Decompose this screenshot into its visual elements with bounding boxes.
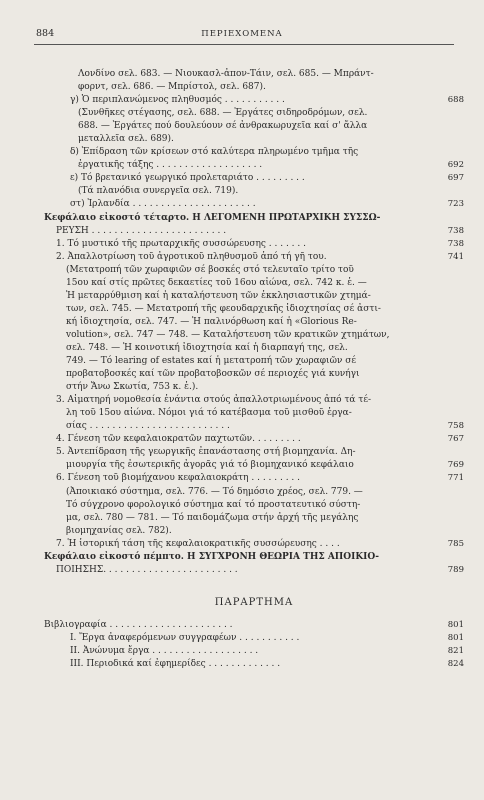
toc-page-number: 801 xyxy=(447,619,464,630)
toc-entry-text: ἐργατικῆς τάξης . . . . . . . . . . . . . . . . . . . xyxy=(78,160,263,171)
toc-entry-text: δ) Ἐπίδραση τῶν κρίσεων στό καλύτερα πληρωμένο τμῆμα τῆς xyxy=(70,147,359,158)
toc-line xyxy=(44,472,464,485)
toc-page-number: 692 xyxy=(447,160,464,171)
toc-line xyxy=(44,146,464,159)
toc-line xyxy=(44,420,464,433)
appendix-title: ΠΑΡΑΡΤΗΜΑ xyxy=(214,596,294,608)
toc-line xyxy=(44,407,464,420)
toc-line xyxy=(44,94,464,107)
toc-entry-text: 2. Ἀπαλλοτρίωση τοῦ ἀγροτικοῦ πληθυσμοῦ ἀπό τή γῆ του. xyxy=(56,251,327,262)
toc-entry-text: 688. — Ἐργάτες πού δουλεύουν σέ ἀνθρακωρυχεῖα καί σ' ἄλλα xyxy=(78,121,368,132)
toc-line xyxy=(44,133,464,146)
toc-line xyxy=(44,290,464,303)
toc-entry-text: γ) Ὁ περιπλανώμενος πληθυσμός . . . . . . . . . . . xyxy=(70,95,285,106)
chapter-heading: Κεφάλαιο εἰκοστό τέταρτο. Η ΛΕΓΟΜΕΝΗ ΠΡΩΤΑΡΧΙΚΗ ΣΥΣΣΩ- xyxy=(44,212,381,223)
toc-entry-text: των, σελ. 745. — Μετατροπή τῆς φεουδαρχικῆς ἰδιοχτησίας σέ ἀστι- xyxy=(66,303,381,314)
toc-entry-text: Τό σύγχρονο φορολογικό σύστημα καί τό προστατευτικό σύστη- xyxy=(66,499,361,510)
toc-line xyxy=(44,81,464,94)
page-header xyxy=(0,28,484,40)
toc-page-number: 771 xyxy=(447,473,464,484)
toc-line xyxy=(44,212,464,225)
toc-entry-text: προβατοβοσκές καί τῶν προβατοβοσκῶν σέ περιοχές γιά κυνήγι xyxy=(66,369,360,380)
toc-page-number: 821 xyxy=(447,645,464,656)
toc-line xyxy=(44,264,464,277)
toc-line xyxy=(44,277,464,290)
section-gap xyxy=(44,611,464,619)
toc-line xyxy=(44,303,464,316)
toc-entry-text: volution», σελ. 747 — 748. — Καταλήστευση τῶν κρατικῶν χτημάτων, xyxy=(66,329,390,340)
toc-entry-text: Βιβλιογραφία . . . . . . . . . . . . . . . . . . . . . . xyxy=(44,619,233,630)
toc-page-number: 738 xyxy=(447,225,464,236)
toc-page-number: 824 xyxy=(447,658,464,669)
toc-line xyxy=(44,632,464,645)
toc-entry-text: (Ἀποικιακό σύστημα, σελ. 776. — Τό δημόσιο χρέος, σελ. 779. — xyxy=(66,486,363,497)
toc-entry-text: ΡΕΥΣΗ . . . . . . . . . . . . . . . . . . . . . . . . xyxy=(56,225,227,236)
toc-line xyxy=(44,564,464,577)
toc-line xyxy=(44,316,464,329)
toc-entry-text: κή ἰδιοχτησία, σελ. 747. — Ἡ παλινόρθωση καί ἡ «Glorious Re- xyxy=(66,316,357,327)
toc-line xyxy=(44,120,464,133)
toc-line xyxy=(44,433,464,446)
toc-line xyxy=(44,486,464,499)
toc-page-number: 789 xyxy=(447,564,464,575)
toc-page-number: 688 xyxy=(447,95,464,106)
toc-entry-text: βιομηχανίας σελ. 782). xyxy=(66,525,172,536)
toc-line xyxy=(44,68,464,81)
toc-entry-text: III. Περιοδικά καί ἐφημερίδες . . . . . . . . . . . . . xyxy=(70,658,281,669)
toc-line xyxy=(44,238,464,251)
toc-line xyxy=(44,446,464,459)
table-of-contents xyxy=(44,68,464,671)
toc-line xyxy=(44,172,464,185)
toc-line xyxy=(44,251,464,264)
toc-entry-text: 749. — Τό learing of estates καί ἡ μετατροπή τῶν χωραφιῶν σέ xyxy=(66,356,357,367)
toc-line xyxy=(44,525,464,538)
toc-line xyxy=(44,185,464,198)
toc-entry-text: λη τοῦ 15ου αἰώνα. Νόμοι γιά τό κατέβασμα τοῦ μισθοῦ ἐργα- xyxy=(66,408,352,419)
chapter-heading: Κεφάλαιο εἰκοστό πέμπτο. Η ΣΥΓΧΡΟΝΗ ΘΕΩΡΙΑ ΤΗΣ ΑΠΟΙΚΙΟ- xyxy=(44,551,379,562)
toc-entry-text: 6. Γένεση τοῦ βιομήχανου κεφαλαιοκράτη . . . . . . . . . xyxy=(56,473,301,484)
toc-entry-text: σελ. 748. — Ἡ κοινοτική ἰδιοχτησία καί ἡ διαρπαγή της, σελ. xyxy=(66,342,348,353)
section-gap xyxy=(44,577,464,595)
toc-entry-text: 3. Αἱματηρή νομοθεσία ἐνάντια στούς ἀπαλλοτριωμένους ἀπό τά τέ- xyxy=(56,395,372,406)
toc-line xyxy=(44,368,464,381)
toc-line xyxy=(44,538,464,551)
toc-page-number: 758 xyxy=(447,421,464,432)
running-title: ΠΕΡΙΕΧΟΜΕΝΑ xyxy=(201,29,283,39)
toc-entry-text: ε) Τό βρετανικό γεωργικό προλεταριάτο . . . . . . . . . xyxy=(70,173,305,184)
toc-entry-text: 4. Γένεση τῶν κεφαλαιοκρατῶν παχτωτῶν. . . . . . . . . xyxy=(56,434,301,445)
toc-line xyxy=(44,459,464,472)
page-number: 884 xyxy=(36,28,55,39)
toc-page-number: 723 xyxy=(447,199,464,210)
toc-entry-text: Ἡ μεταρρύθμιση καί ἡ καταλήστευση τῶν ἐκκλησιαστικῶν χτημά- xyxy=(66,290,371,301)
toc-line xyxy=(44,645,464,658)
toc-line xyxy=(44,107,464,120)
toc-page-number: 697 xyxy=(447,173,464,184)
toc-line xyxy=(44,551,464,564)
toc-entry-text: μιουργία τῆς ἐσωτερικῆς ἀγορᾶς γιά τό βιομηχανικό κεφάλαιο xyxy=(66,460,354,471)
toc-entry-text: II. Ἀνώνυμα ἔργα . . . . . . . . . . . . . . . . . . . xyxy=(70,645,259,656)
toc-entry-text: μα, σελ. 780 — 781. — Τό παιδομάζωμα στήν ἀρχή τῆς μεγάλης xyxy=(66,512,359,523)
toc-page-number: 767 xyxy=(447,434,464,445)
toc-entry-text: Λονδίνο σελ. 683. — Νιουκασλ-ἀπον-Τάιν, σελ. 685. — Μπράντ- xyxy=(78,69,374,79)
toc-page-number: 769 xyxy=(447,460,464,471)
toc-entry-text: ΠΟΙΗΣΗΣ. . . . . . . . . . . . . . . . . . . . . . . . xyxy=(56,564,238,575)
toc-page-number: 738 xyxy=(447,238,464,249)
toc-line xyxy=(44,394,464,407)
toc-line xyxy=(44,159,464,172)
toc-entry-text: (Τά πλανόδια συνεργεῖα σελ. 719). xyxy=(78,186,239,197)
toc-entry-text: στ) Ἰρλανδία . . . . . . . . . . . . . . . . . . . . . . xyxy=(70,199,256,210)
header-rule xyxy=(34,44,454,45)
toc-line xyxy=(44,499,464,512)
toc-line xyxy=(44,355,464,368)
toc-entry-text: 15ου καί στίς πρῶτες δεκαετίες τοῦ 16ου αἰώνα, σελ. 742 κ. ἑ. — xyxy=(66,277,367,288)
toc-page-number: 741 xyxy=(447,251,464,262)
toc-entry-text: φορντ, σελ. 686. — Μπρίστολ, σελ. 687). xyxy=(78,82,266,93)
toc-entry-text: (Συνθῆκες στέγασης, σελ. 688. — Ἐργάτες σιδηροδρόμων, σελ. xyxy=(78,108,368,119)
toc-entry-text: μεταλλεῖα σελ. 689). xyxy=(78,134,174,145)
toc-line xyxy=(44,342,464,355)
toc-entry-text: I. Ἔργα ἀναφερόμενων συγγραφέων . . . . . . . . . . . xyxy=(70,632,300,643)
toc-entry-text: 1. Τό μυστικό τῆς πρωταρχικῆς συσσώρευσης . . . . . . . xyxy=(56,238,306,249)
toc-entry-text: σίας . . . . . . . . . . . . . . . . . . . . . . . . . xyxy=(66,421,230,432)
toc-page-number: 801 xyxy=(447,632,464,643)
toc-entry-text: στήν Ἄνω Σκωτία, 753 κ. ἑ.). xyxy=(66,382,199,393)
toc-entry-text: (Μετατροπή τῶν χωραφιῶν σέ βοσκές στό τελευταῖο τρίτο τοῦ xyxy=(66,264,354,275)
toc-line xyxy=(44,381,464,394)
toc-line xyxy=(44,225,464,238)
toc-line xyxy=(44,658,464,671)
toc-line xyxy=(44,619,464,632)
toc-line xyxy=(44,198,464,211)
toc-line xyxy=(44,329,464,342)
toc-entry-text: 7. Ἡ ἱστορική τάση τῆς κεφαλαιοκρατικῆς συσσώρευσης . . . . xyxy=(56,538,340,549)
toc-entry-text: 5. Ἀντεπίδραση τῆς γεωργικῆς ἐπανάστασης στή βιομηχανία. Δη- xyxy=(56,447,356,458)
toc-page-number: 785 xyxy=(447,538,464,549)
toc-line xyxy=(44,512,464,525)
